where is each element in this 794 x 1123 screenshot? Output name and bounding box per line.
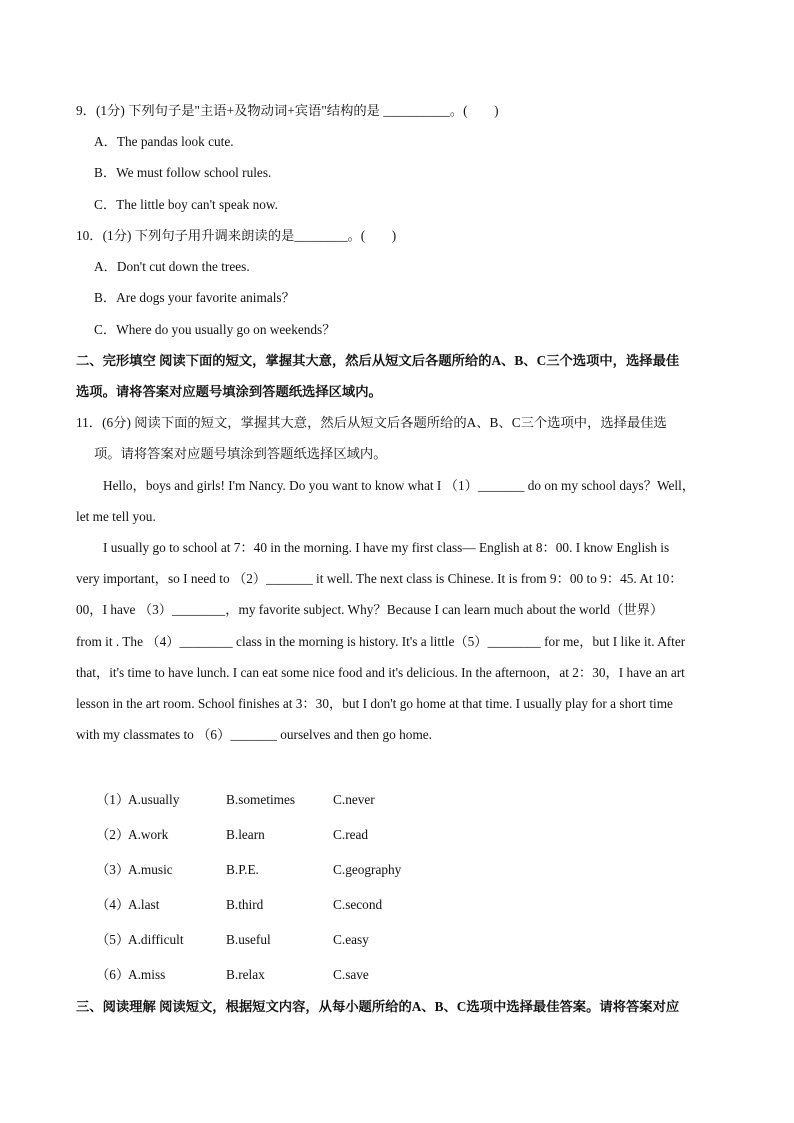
- passage-line: 00，I have （3）________，my favorite subject. Why？Because I can learn much about the world（世界）: [76, 602, 664, 617]
- choice-c: C.second: [333, 897, 383, 912]
- choice-c: C.never: [333, 792, 375, 807]
- choice-c: C.geography: [333, 862, 402, 877]
- q9-stem: 9．(1分) 下列句子是"主语+及物动词+宾语"结构的是 __________。( ): [76, 103, 499, 118]
- choice-b: B.P.E.: [226, 862, 259, 877]
- choice-b: B.relax: [226, 967, 265, 982]
- choice-b: B.learn: [226, 827, 265, 842]
- choice-number: （2）: [96, 827, 130, 842]
- choice-a: A.usually: [128, 792, 180, 807]
- choice-a: A.difficult: [128, 932, 184, 947]
- q11-stem-line1: 11．(6分) 阅读下面的短文，掌握其大意，然后从短文后各题所给的A、B、C三个选项中，选择最佳选: [76, 415, 667, 430]
- choice-number: （4）: [96, 897, 130, 912]
- q10-option-b: B．Are dogs your favorite animals？: [94, 290, 295, 305]
- section3-heading-line1: 三、阅读理解 阅读短文，根据短文内容，从每小题所给的A、B、C选项中选择最佳答案。请将答案对应: [76, 999, 680, 1014]
- q10-option-a: A．Don't cut down the trees.: [94, 259, 250, 274]
- section2-heading-line2: 选项。请将答案对应题号填涂到答题纸选择区域内。: [76, 384, 382, 399]
- passage-line: from it . The （4）________ class in the morning is history. It's a little（5）________ for me，but I like it. After: [76, 634, 686, 649]
- passage-line: let me tell you.: [76, 509, 156, 524]
- choice-b: B.useful: [226, 932, 271, 947]
- choice-a: A.music: [128, 862, 173, 877]
- passage-line: Hello，boys and girls! I'm Nancy. Do you want to know what I （1）_______ do on my school days？Well，: [103, 478, 696, 493]
- choice-number: （1）: [96, 792, 130, 807]
- passage-line: that，it's time to have lunch. I can eat some nice food and it's delicious. In the afternoon，at 2：30，I have an art: [76, 665, 685, 680]
- q9-option-c: C．The little boy can't speak now.: [94, 197, 278, 212]
- choice-a: A.last: [128, 897, 160, 912]
- q10-stem: 10．(1分) 下列句子用升调来朗读的是________。( ): [76, 228, 397, 243]
- passage-line: I usually go to school at 7：40 in the morning. I have my first class— English at 8：00. I know English is: [103, 540, 670, 555]
- choice-b: B.third: [226, 897, 264, 912]
- choice-number: （5）: [96, 932, 130, 947]
- q9-option-b: B．We must follow school rules.: [94, 165, 272, 180]
- choice-number: （3）: [96, 862, 130, 877]
- choice-c: C.easy: [333, 932, 369, 947]
- passage-line: lesson in the art room. School finishes at 3：30，but I don't go home at that time. I usually play for a short time: [76, 696, 673, 711]
- passage-line: very important，so I need to （2）_______ it well. The next class is Chinese. It is from 9：00 to 9：45. At 10：: [76, 571, 683, 586]
- passage-line: with my classmates to （6）_______ ourselves and then go home.: [76, 727, 433, 742]
- choice-b: B.sometimes: [226, 792, 296, 807]
- choice-a: A.miss: [128, 967, 166, 982]
- choice-c: C.save: [333, 967, 369, 982]
- choice-a: A.work: [128, 827, 169, 842]
- choice-number: （6）: [96, 967, 130, 982]
- q10-option-c: C．Where do you usually go on weekends？: [94, 322, 336, 337]
- section2-heading-line1: 二、完形填空 阅读下面的短文，掌握其大意，然后从短文后各题所给的A、B、C三个选项中，选择最佳: [76, 353, 680, 368]
- q11-stem-line2: 项。请将答案对应题号填涂到答题纸选择区域内。: [94, 446, 387, 461]
- q9-option-a: A．The pandas look cute.: [94, 134, 234, 149]
- choice-c: C.read: [333, 827, 369, 842]
